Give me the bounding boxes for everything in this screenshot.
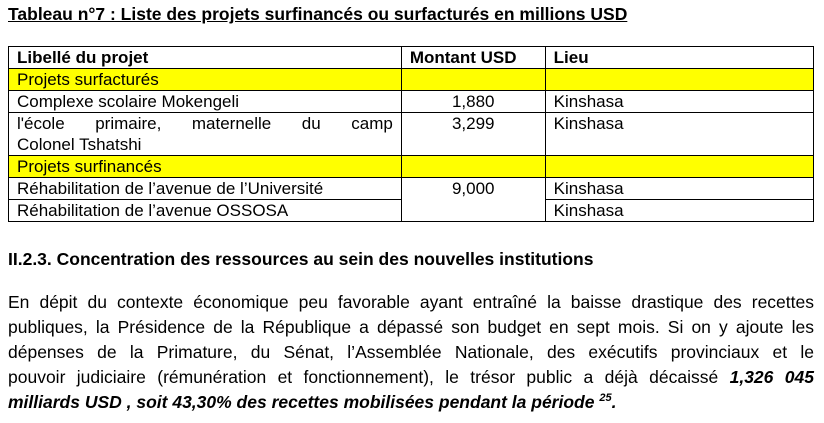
section-row-surfinances <box>9 156 814 178</box>
paragraph-emphasis: milliards USD , soit 43,30% des recettes mobilisées pendant la période <box>8 392 595 412</box>
project-amount: 1,880 <box>401 91 545 113</box>
paragraph-line <box>8 365 814 390</box>
projects-table <box>8 46 814 222</box>
table-header-row <box>9 47 814 69</box>
project-shared-amount: 9,000 <box>401 178 545 222</box>
project-label-line2: Colonel Tshatshi <box>17 135 142 154</box>
paragraph-text: pouvoir judiciaire (rémunération et fonctionnement), le trésor public a déjà décaissé <box>8 367 719 387</box>
project-label-line1: l'école primaire, maternelle du camp <box>17 114 393 133</box>
project-label: Complexe scolaire Mokengeli <box>9 91 402 113</box>
project-place: Kinshasa <box>545 113 813 156</box>
project-label <box>9 113 402 156</box>
project-place: Kinshasa <box>545 200 813 222</box>
header-amount: Montant USD <box>401 47 545 69</box>
section-row-surfactures <box>9 69 814 91</box>
table-row <box>9 113 814 156</box>
table-row <box>9 178 814 200</box>
section-heading: II.2.3. Concentration des ressources au sein des nouvelles institutions <box>8 249 594 269</box>
header-place: Lieu <box>545 47 813 69</box>
section-title: Projets surfacturés <box>9 69 402 91</box>
table-caption: Tableau n°7 : Liste des projets surfinancés ou surfacturés en millions USD <box>8 4 628 24</box>
project-label: Réhabilitation de l’avenue de l’Université <box>9 178 402 200</box>
section-empty-cell <box>401 156 545 178</box>
paragraph-line <box>8 390 814 415</box>
paragraph-emphasis: 1,326 045 <box>729 367 814 387</box>
footnote-reference[interactable]: 25 <box>599 392 612 404</box>
project-label: Réhabilitation de l’avenue OSSOSA <box>9 200 402 222</box>
paragraph-line: dépenses de la Primature, du Sénat, l’Assemblée Nationale, des exécutifs provinciaux et le <box>8 342 814 362</box>
section-empty-cell <box>545 156 813 178</box>
section-empty-cell <box>545 69 813 91</box>
project-place: Kinshasa <box>545 91 813 113</box>
paragraph-end: . <box>611 392 617 412</box>
paragraph-line: En dépit du contexte économique peu favorable ayant entraîné la baisse drastique des recettes <box>8 292 814 312</box>
section-title: Projets surfinancés <box>9 156 402 178</box>
body-paragraph <box>8 290 814 415</box>
table-row <box>9 91 814 113</box>
section-empty-cell <box>401 69 545 91</box>
project-amount: 3,299 <box>401 113 545 156</box>
header-label: Libellé du projet <box>9 47 402 69</box>
project-place: Kinshasa <box>545 178 813 200</box>
paragraph-line: publiques, la Présidence de la République a dépassé son budget en sept mois. Si on y ajoute les <box>8 317 814 337</box>
